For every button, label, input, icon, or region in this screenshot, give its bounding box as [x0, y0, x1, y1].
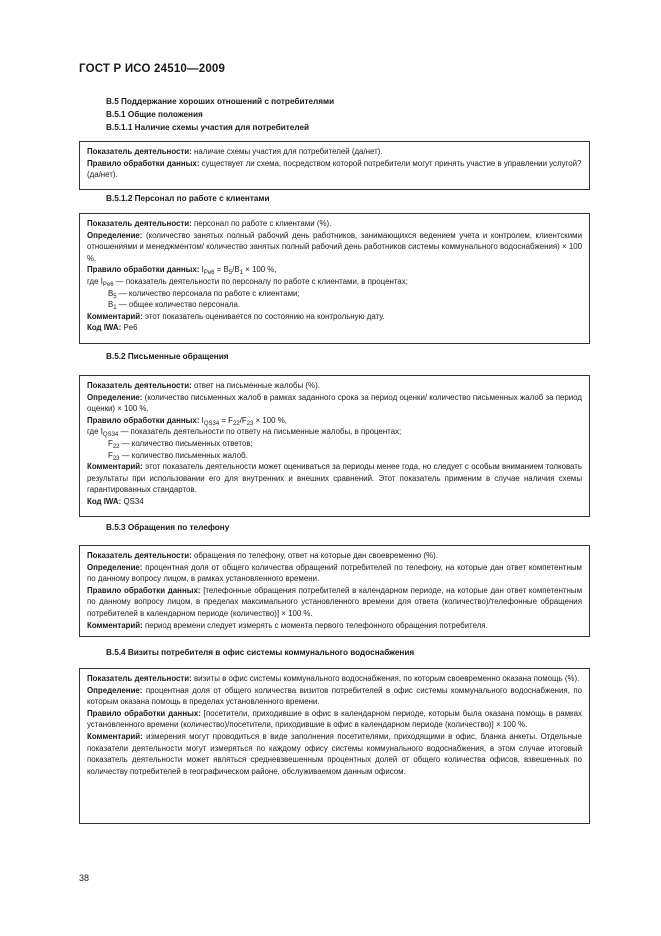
- indicator-line: [87, 380, 582, 392]
- indicator-text: визиты в офис системы коммунального водоснабжения, по которым своевременно оказана помощь (%).: [191, 674, 580, 683]
- indicator-box-office-visits: [79, 668, 590, 824]
- formula-subscript: 23: [246, 420, 254, 427]
- rule-line: [87, 585, 582, 620]
- heading-b52: B.5.2 Письменные обращения: [106, 352, 229, 361]
- definition-label: Определение:: [87, 392, 143, 402]
- page-number: 38: [79, 873, 90, 883]
- where-symbol: F: [108, 438, 113, 448]
- comment-label: Комментарий:: [87, 462, 143, 472]
- code-label: Код IWA:: [87, 496, 122, 506]
- comment-label: Комментарий:: [87, 731, 143, 741]
- definition-label: Определение:: [87, 562, 143, 572]
- formula-part: = F: [219, 415, 233, 425]
- where-text: — показатель деятельности по ответу на письменные жалобы, в процентах;: [118, 427, 402, 437]
- rule-line: [87, 158, 582, 181]
- indicator-text: обращения по телефону, ответ на которые дан своевременно (%).: [191, 551, 438, 560]
- definition-line: [87, 392, 582, 415]
- where-subscript: QS34: [102, 432, 119, 439]
- formula-subscript: 1: [239, 270, 243, 277]
- where-subscript: 22: [112, 443, 120, 450]
- rule-text: [посетители, приходившие в офис в календарном периоде, которым была оказана помощь в рамках установленного времени (количество)/посетители, приходившие в офис в календарном периоде (количество)] × 100 %.: [87, 708, 582, 730]
- comment-label: Комментарий:: [87, 311, 143, 321]
- definition-text: процентная доля от общего количества обращений потребителей по телефону, на которые дан ответ компетентным по данному вопросу лицом, в рамках установленного времени.: [87, 562, 582, 584]
- indicator-label: Показатель деятельности:: [87, 551, 192, 560]
- definition-text: (количество письменных жалоб в рамках заданного срока за период оценки/ количество письменных жалоб за период оценки) × 100 %.: [87, 392, 582, 414]
- comment-text: измерения могут проводиться в виде заполнения посетителями, приходящими в офис, бланка анкеты. Отдельные показатели деятельности могут измеряться по каждому офису системы коммунального водоснабжения, в этом случае итоговый показатель деятельности может являться средневзвешенным процентных долей от общего количества офисов, взвешенных по количеству потребителей в географическом районе, обслуживаемом данным офисом.: [87, 731, 582, 776]
- heading-b5: B.5 Поддержание хороших отношений с потребителями: [106, 97, 335, 106]
- where-text: — количество письменных жалоб.: [119, 450, 248, 460]
- document-header: ГОСТ Р ИСО 24510—2009: [79, 63, 226, 75]
- where-text: — показатель деятельности по персоналу по работе с клиентами, в процентах;: [113, 276, 408, 286]
- where-line: [87, 450, 582, 462]
- indicator-text: ответ на письменные жалобы (%).: [191, 381, 320, 390]
- heading-b512: B.5.1.2 Персонал по работе с клиентами: [106, 194, 270, 203]
- where-subscript: 1: [113, 305, 117, 312]
- formula-part: /B: [232, 265, 240, 275]
- where-symbol: где I: [87, 276, 103, 286]
- where-subscript: 5: [113, 293, 117, 300]
- formula-subscript: Pe6: [203, 270, 215, 277]
- formula-part: × 100 %,: [242, 265, 277, 275]
- comment-line: [87, 311, 582, 323]
- code-line: [87, 322, 582, 334]
- definition-label: Определение:: [87, 685, 143, 695]
- indicator-label: Показатель деятельности:: [87, 381, 192, 390]
- indicator-line: [87, 550, 582, 562]
- rule-label: Правило обработки данных:: [87, 708, 201, 718]
- indicator-label: Показатель деятельности:: [87, 147, 192, 156]
- indicator-line: [87, 673, 582, 685]
- formula-part: I: [199, 415, 204, 425]
- indicator-label: Показатель деятельности:: [87, 219, 192, 228]
- rule-label: Правило обработки данных:: [87, 585, 201, 595]
- rule-line: [87, 708, 582, 731]
- formula-subscript: 22: [233, 420, 240, 427]
- indicator-line: [87, 218, 582, 230]
- indicator-box-participation: [79, 141, 590, 190]
- indicator-label: Показатель деятельности:: [87, 674, 192, 683]
- definition-line: [87, 685, 582, 708]
- where-line: [87, 288, 582, 300]
- indicator-box-customer-staff: [79, 213, 590, 344]
- where-line: [87, 438, 582, 450]
- where-symbol: B: [108, 288, 114, 298]
- rule-label: Правило обработки данных:: [87, 415, 200, 425]
- heading-b51: B.5.1 Общие положения: [106, 110, 203, 119]
- comment-line: [87, 620, 582, 632]
- rule-line: [87, 415, 582, 427]
- rule-line: [87, 264, 582, 276]
- where-subscript: Pe6: [102, 281, 114, 288]
- formula-subscript: 5: [228, 270, 233, 277]
- where-line: [87, 426, 582, 438]
- definition-text: (количество занятых полный рабочий день работников, занимающихся ведением учета и контролем, клиентскими отношениями и менеджментом/ количество занятых полный рабочий день работников системы коммунального водоснабжения) × 100 %.: [87, 230, 582, 263]
- definition-line: [87, 562, 582, 585]
- comment-text: этот показатель деятельности может оцениваться за периоды менее года, но следует с особым вниманием толковать результаты при использовании его для внутренних и внешних сравнений. Этот показатель применим в случае наличия схемы гарантированных стандартов.: [87, 462, 582, 495]
- heading-b511: B.5.1.1 Наличие схемы участия для потребителей: [106, 123, 310, 132]
- code-text: Pe6: [121, 323, 138, 333]
- where-line: [87, 299, 582, 311]
- where-symbol: F: [108, 450, 113, 460]
- comment-text: период времени следует измерять с момента первого телефонного обращения потребителя.: [142, 620, 488, 630]
- formula-part: × 100 %,: [253, 415, 287, 425]
- comment-line: [87, 731, 582, 777]
- code-line: [87, 496, 582, 508]
- where-text: — количество персонала по работе с клиентами;: [116, 288, 300, 298]
- formula-part: = B: [214, 265, 229, 275]
- formula-part: /F: [239, 415, 247, 425]
- indicator-text: наличие схемы участия для потребителей (да/нет).: [191, 147, 383, 156]
- where-line: [87, 276, 582, 288]
- rule-label: Правило обработки данных:: [87, 265, 200, 275]
- formula-part: I: [199, 265, 204, 275]
- comment-label: Комментарий:: [87, 620, 143, 630]
- definition-label: Определение:: [87, 230, 143, 240]
- comment-line: [87, 461, 582, 496]
- rule-label: Правило обработки данных:: [87, 158, 200, 168]
- where-symbol: где I: [87, 427, 103, 437]
- rule-text: [телефонные обращения потребителей в календарном периоде, на которые дан ответ компетентным по данному вопросу лицом, в пределах максимального установленного времени для ответа (количество)/телефонные обращения потребителей в календарном периоде (количество)] × 100 %.: [87, 585, 582, 618]
- rule-text: существует ли схема, посредством которой потребители могут принять участие в управлении услугой? (да/нет).: [87, 158, 582, 180]
- definition-line: [87, 230, 582, 265]
- heading-b53: B.5.3 Обращения по телефону: [106, 523, 230, 532]
- where-text: — количество письменных ответов;: [119, 438, 253, 448]
- comment-text: этот показатель оценивается по состоянию на контрольную дату.: [142, 311, 385, 321]
- code-text: QS34: [121, 496, 144, 506]
- indicator-box-written-complaints: [79, 375, 590, 517]
- formula-subscript: QS34: [203, 420, 220, 427]
- where-subscript: 23: [112, 455, 120, 462]
- where-text: — общее количество персонала.: [116, 300, 241, 310]
- indicator-box-phone-calls: [79, 545, 590, 637]
- indicator-line: [87, 146, 582, 158]
- code-label: Код IWA:: [87, 323, 122, 333]
- heading-b54: B.5.4 Визиты потребителя в офис системы коммунального водоснабжения: [106, 648, 415, 657]
- definition-text: процентная доля от общего количества визитов потребителей в офис системы коммунального водоснабжения, по которым оказана помощь в пределах установленного времени.: [87, 685, 582, 707]
- indicator-text: персонал по работе с клиентами (%).: [191, 219, 332, 228]
- where-symbol: B: [108, 300, 114, 310]
